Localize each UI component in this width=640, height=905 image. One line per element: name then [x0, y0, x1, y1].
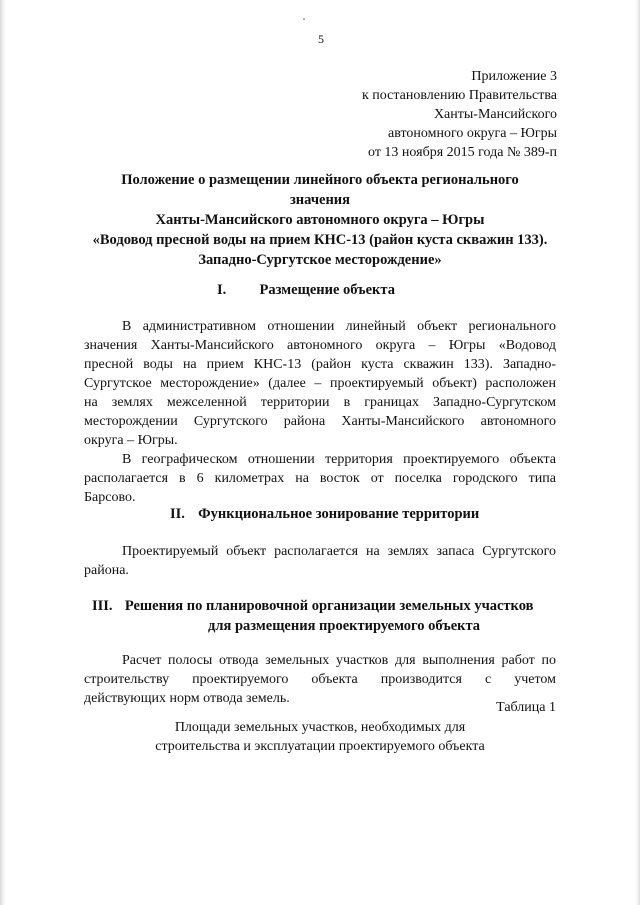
paragraph-line: строительству проектируемого объекта производится с учетом [84, 672, 556, 687]
section-1-paragraph-2 [84, 450, 556, 507]
caption-line: строительства и эксплуатации проектируемого объекта [155, 739, 485, 754]
paragraph-line: значения Ханты-Мансийского автономного округа – Югры «Водовод [84, 338, 556, 353]
section-1-paragraph-1 [84, 317, 556, 450]
appendix-line: к постановлению Правительства [361, 88, 557, 103]
section-3-paragraph-1 [84, 651, 556, 708]
scan-speck [303, 18, 305, 20]
section-number: II. [170, 506, 185, 522]
section-title: Размещение объекта [259, 282, 395, 298]
title-line: «Водовод пресной воды на прием КНС-13 (район куста скважин 133). [92, 232, 548, 248]
paragraph-line: Расчет полосы отвода земельных участков для выполнения работ по [122, 653, 556, 668]
section-3-heading [92, 596, 533, 616]
caption-line: Площади земельных участков, необходимых для [174, 720, 466, 735]
paragraph-line: пресной воды на прием КНС-13 (район куста скважин 133). Западно- [84, 357, 556, 372]
page-number: 5 [318, 32, 324, 46]
paragraph-line: располагается в 6 километрах на восток от поселка городского типа [84, 471, 556, 486]
appendix-reference [362, 67, 557, 162]
paragraph-line: Сургутское месторождение» (далее – проектируемый объект) расположен [84, 376, 556, 391]
title-line: Западно-Сургутское месторождение» [198, 252, 442, 268]
paragraph-line: района. [84, 563, 129, 578]
appendix-line: от 13 ноября 2015 года № 389-п [368, 145, 557, 160]
section-number: I. [217, 282, 227, 298]
appendix-line: Приложение 3 [471, 69, 557, 84]
document-title [70, 170, 570, 270]
section-number: III. [92, 598, 113, 614]
paragraph-line: действующих норм отвода земель. [84, 691, 290, 706]
paragraph-line: на землях межселенной территории в границах Западно-Сургутском [84, 395, 556, 410]
section-2-paragraph-1 [84, 542, 556, 580]
table-caption [130, 718, 510, 756]
appendix-line: Ханты-Мансийского [433, 107, 557, 122]
scan-edge-right [635, 0, 640, 905]
section-1-heading [217, 280, 395, 300]
paragraph-line: В географическом отношении территория проектируемого объекта [122, 452, 556, 467]
paragraph-line: Барсово. [84, 490, 136, 505]
section-title: Функциональное зонирование территории [198, 506, 480, 522]
paragraph-line: округа – Югры. [84, 433, 178, 448]
paragraph-line: В административном отношении линейный объект регионального [122, 319, 556, 334]
section-2-heading [170, 504, 479, 524]
title-line: Ханты-Мансийского автономного округа – Югры [155, 212, 485, 228]
appendix-line: автономного округа – Югры [388, 126, 557, 141]
section-3-heading-continuation: для размещения проектируемого объекта [208, 618, 481, 634]
title-line: Положение о размещении линейного объекта регионального [121, 172, 519, 188]
paragraph-line: Проектируемый объект располагается на землях запаса Сургутского [122, 544, 556, 559]
section-title: Решения по планировочной организации земельных участков [124, 598, 534, 614]
table-label: Таблица 1 [496, 700, 556, 715]
paragraph-line: месторождении Сургутского района Ханты-Мансийского автономного [84, 414, 556, 429]
scan-edge-left [0, 0, 6, 905]
title-line: значения [289, 192, 351, 208]
